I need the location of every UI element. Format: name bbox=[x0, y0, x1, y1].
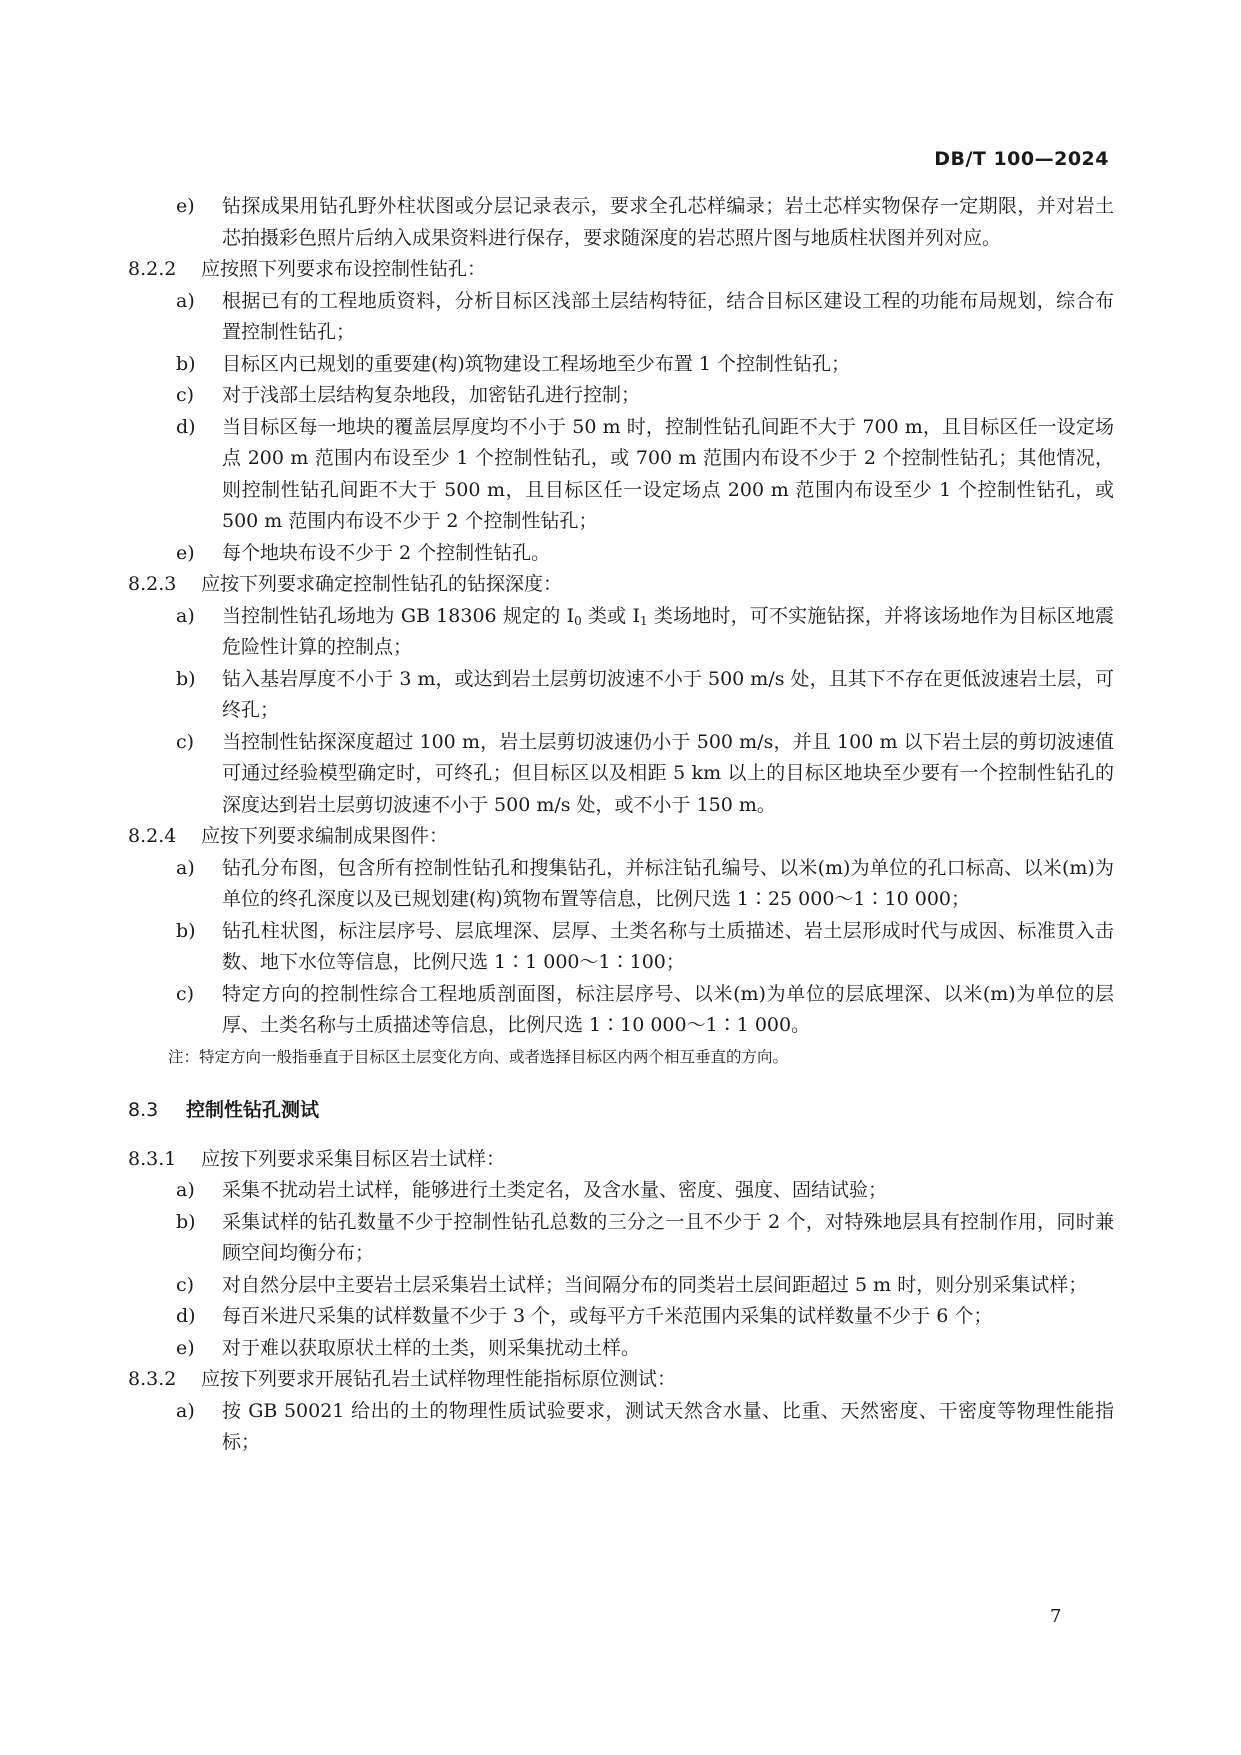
item-label: a) bbox=[176, 1399, 195, 1422]
clause-number: 8.3.2 bbox=[128, 1368, 177, 1390]
list-item bbox=[128, 380, 1114, 412]
item-label: e) bbox=[176, 1336, 195, 1359]
section-number: 8.3 bbox=[128, 1098, 159, 1121]
item-text: 根据已有的工程地质资料，分析目标区浅部土层结构特征，结合目标区建设工程的功能布局规划，综合布置控制性钻孔； bbox=[222, 289, 1114, 343]
clause-heading bbox=[128, 569, 1114, 601]
clause-heading bbox=[128, 1144, 1114, 1176]
list-item bbox=[128, 538, 1114, 570]
clause-text: 应按照下列要求布设控制性钻孔： bbox=[201, 258, 487, 280]
item-text: 对自然分层中主要岩土层采集岩土试样；当间隔分布的同类岩土层间距超过 5 m 时，则分别采集试样； bbox=[222, 1273, 1088, 1296]
item-label: e) bbox=[176, 541, 195, 564]
item-text-mid: 类或 I bbox=[581, 604, 641, 627]
clause-number: 8.2.3 bbox=[128, 573, 177, 595]
list-item bbox=[128, 349, 1114, 381]
item-text: 钻孔柱状图，标注层序号、层底埋深、层厚、土类名称与土质描述、岩土层形成时代与成因、标准贯入击数、地下水位等信息，比例尺选 1∶1 000～1∶100； bbox=[222, 919, 1114, 973]
clause-number: 8.2.4 bbox=[128, 825, 177, 847]
clause-number: 8.3.1 bbox=[128, 1147, 177, 1170]
item-label: c) bbox=[176, 730, 195, 753]
clause-heading bbox=[128, 821, 1114, 853]
item-label: a) bbox=[176, 856, 195, 879]
item-label: d) bbox=[176, 1305, 196, 1327]
item-label: b) bbox=[176, 1210, 196, 1233]
item-label: c) bbox=[176, 982, 195, 1005]
item-text: 采集不扰动岩土试样，能够进行土类定名，及含水量、密度、强度、固结试验； bbox=[222, 1179, 888, 1201]
item-text: 每百米进尺采集的试样数量不少于 3 个，或每平方千米范围内采集的试样数量不少于 6 个； bbox=[222, 1305, 993, 1327]
clause-number: 8.2.2 bbox=[128, 258, 177, 280]
item-text: 钻入基岩厚度不小于 3 m，或达到岩土层剪切波速不小于 500 m/s 处，且其下不存在更低波速岩土层，可终孔； bbox=[222, 667, 1114, 721]
item-text-pre: 当控制性钻孔场地为 GB 18306 规定的 I bbox=[222, 604, 575, 627]
clause-text: 应按下列要求编制成果图件： bbox=[201, 825, 449, 847]
clause-heading bbox=[128, 1364, 1114, 1396]
clause-text: 应按下列要求采集目标区岩土试样： bbox=[201, 1147, 506, 1170]
subscript: 1 bbox=[640, 613, 648, 628]
item-text: 钻孔分布图，包含所有控制性钻孔和搜集钻孔，并标注钻孔编号、以米(m)为单位的孔口标高、以米(m)为单位的终孔深度以及已规划建(构)筑物布置等信息，比例尺选 1∶25 000～1∶10 000； bbox=[222, 856, 1114, 910]
list-item bbox=[128, 1333, 1114, 1365]
clause-heading bbox=[128, 254, 1114, 286]
list-item bbox=[128, 1270, 1114, 1302]
item-text: 按 GB 50021 给出的土的物理性质试验要求，测试天然含水量、比重、天然密度、干密度等物理性能指标； bbox=[222, 1399, 1114, 1453]
item-label: a) bbox=[176, 604, 195, 627]
list-item bbox=[128, 664, 1114, 727]
page-number: 7 bbox=[1050, 1606, 1062, 1627]
list-item bbox=[128, 412, 1114, 538]
item-text-post: 类场地时，可不实施钻探，并将该场地作为目标区地震危险性计算的控制点； bbox=[222, 604, 1114, 658]
list-item bbox=[128, 916, 1114, 979]
item-label: a) bbox=[176, 289, 195, 312]
item-label: c) bbox=[176, 1273, 195, 1296]
list-item bbox=[128, 286, 1114, 349]
section-heading bbox=[128, 1096, 1114, 1124]
subscript: 0 bbox=[574, 613, 582, 628]
item-text: 当控制性钻探深度超过 100 m，岩土层剪切波速仍小于 500 m/s，并且 100 m 以下岩土层的剪切波速值可通过经验模型确定时，可终孔；但目标区以及相距 5 km 以上的目标区地块至少要有一个控制性钻孔的深度达到岩土层剪切波速不小于 500 m/s 处，或不小于 150 m。 bbox=[222, 730, 1114, 816]
list-item bbox=[128, 1396, 1114, 1459]
item-label: d) bbox=[176, 415, 196, 438]
item-text: 对于浅部土层结构复杂地段，加密钻孔进行控制； bbox=[222, 384, 641, 406]
list-item bbox=[128, 853, 1114, 916]
section-title: 控制性钻孔测试 bbox=[186, 1098, 320, 1121]
item-text: 特定方向的控制性综合工程地质剖面图，标注层序号、以米(m)为单位的层底埋深、以米(m)为单位的层厚、土类名称与土质描述等信息，比例尺选 1∶10 000～1∶1 000。 bbox=[222, 982, 1114, 1036]
item-text: 每个地块布设不少于 2 个控制性钻孔。 bbox=[222, 541, 551, 564]
item-label: a) bbox=[176, 1179, 195, 1201]
item-label: c) bbox=[176, 384, 195, 406]
item-label: b) bbox=[176, 919, 196, 942]
item-text: 目标区内已规划的重要建(构)筑物建设工程场地至少布置 1 个控制性钻孔； bbox=[222, 352, 850, 375]
item-text: 当目标区每一地块的覆盖层厚度均不小于 50 m 时，控制性钻孔间距不大于 700 m，且目标区任一设定场点 200 m 范围内布设至少 1 个控制性钻孔，或 700 m 范围内布设不少于 2 个控制性钻孔；其他情况，则控制性钻孔间距不大于 500 m，且目标区任一设定场点 200 m 范围内布设至少 1 个控制性钻孔，或 500 m 范围内布设不少于 2 个控制性钻孔； bbox=[222, 415, 1114, 532]
clause-text: 应按下列要求确定控制性钻孔的钻探深度： bbox=[201, 573, 563, 595]
item-label: e) bbox=[176, 195, 195, 217]
document-body bbox=[128, 191, 1114, 1459]
item-text: 采集试样的钻孔数量不少于控制性钻孔总数的三分之一且不少于 2 个，对特殊地层具有控制作用，同时兼顾空间均衡分布； bbox=[222, 1210, 1114, 1264]
list-item bbox=[128, 1175, 1114, 1207]
list-item bbox=[128, 1207, 1114, 1270]
item-text: 钻探成果用钻孔野外柱状图或分层记录表示，要求全孔芯样编录；岩土芯样实物保存一定期限，并对岩土芯拍摄彩色照片后纳入成果资料进行保存，要求随深度的岩芯照片图与地质柱状图并列对应。 bbox=[222, 195, 1114, 249]
list-item bbox=[128, 191, 1114, 254]
list-item bbox=[128, 601, 1114, 664]
list-item bbox=[128, 979, 1114, 1042]
list-item bbox=[128, 1301, 1114, 1333]
list-item bbox=[128, 727, 1114, 822]
item-label: b) bbox=[176, 667, 196, 690]
item-label: b) bbox=[176, 352, 196, 375]
clause-text: 应按下列要求开展钻孔岩土试样物理性能指标原位测试： bbox=[201, 1368, 677, 1390]
item-text: 对于难以获取原状土样的土类，则采集扰动土样。 bbox=[222, 1336, 641, 1359]
document-code: DB/T 100—2024 bbox=[934, 148, 1109, 170]
note: 注：特定方向一般指垂直于目标区土层变化方向、或者选择目标区内两个相互垂直的方向。 bbox=[168, 1047, 789, 1066]
